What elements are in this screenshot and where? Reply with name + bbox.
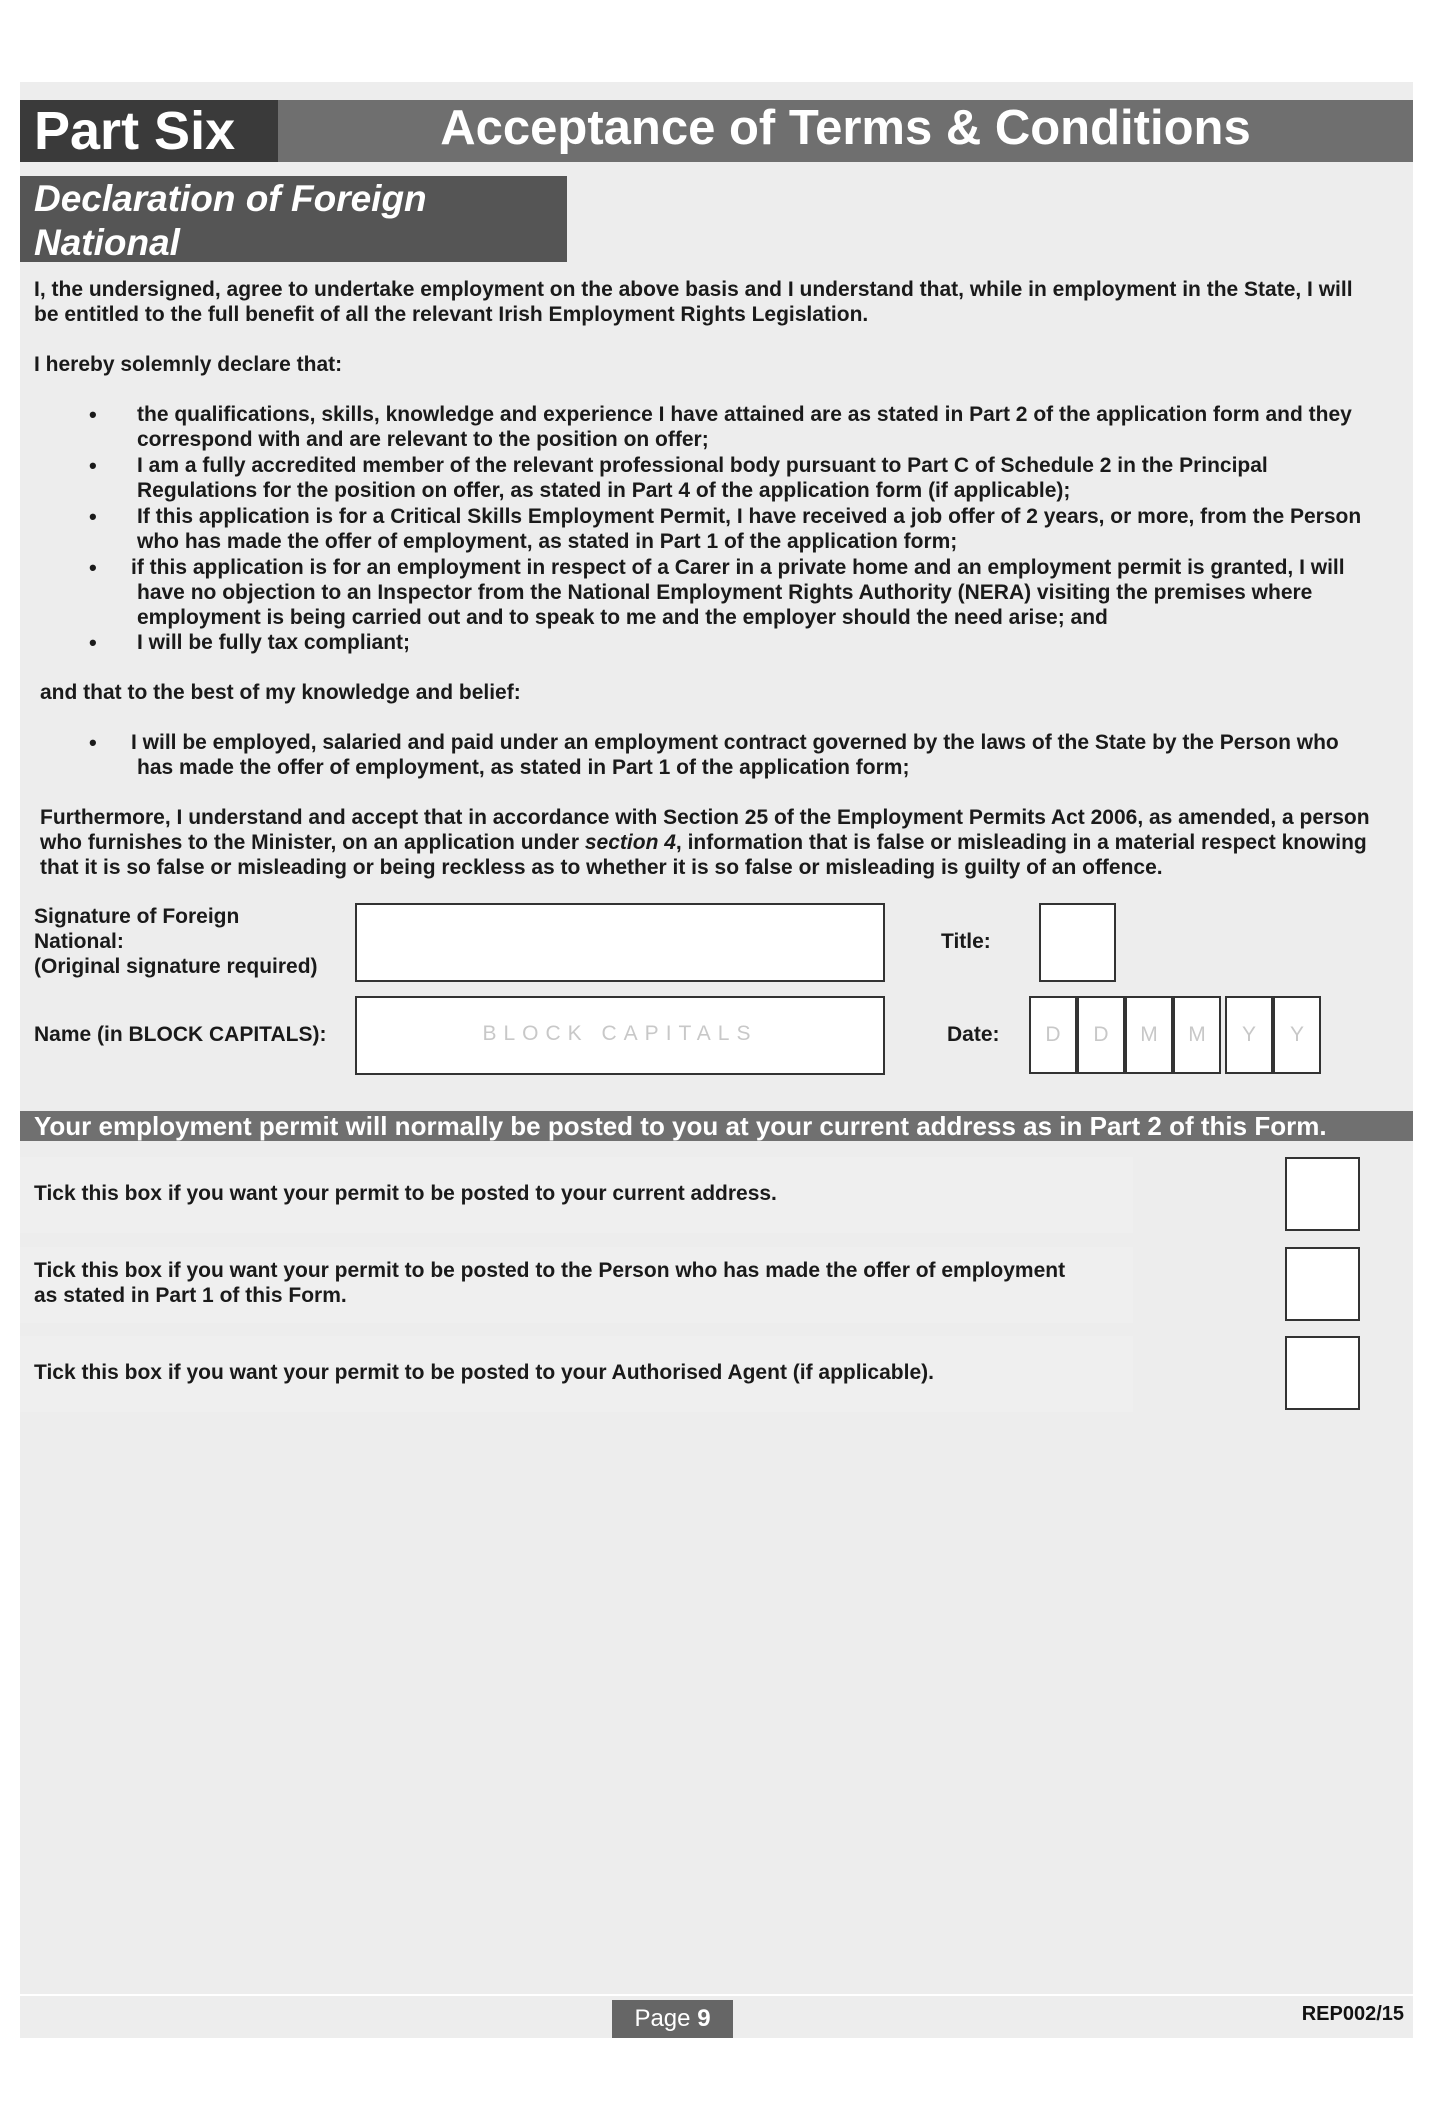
list-item-line: I will be employed, salaried and paid under an employment contract governed by the laws of the State by the Person who (131, 731, 1339, 754)
section-reference: section 4 (584, 831, 676, 854)
offence-paragraph (40, 805, 1410, 880)
signature-field[interactable] (355, 903, 885, 982)
list-item-line: correspond with and are relevant to the position on offer; (137, 428, 709, 451)
form-code: REP002/15 (1301, 2003, 1404, 2025)
tick-option-label (34, 1181, 777, 1206)
signature-label-line: Signature of Foreign (34, 905, 240, 928)
tick-option-line: Tick this box if you want your permit to be posted to your current address. (34, 1182, 777, 1205)
tick-option-line: as stated in Part 1 of this Form. (34, 1284, 347, 1307)
offence-line-2-start: who furnishes to the Minister, on an application under (40, 831, 585, 854)
date-day-2-field[interactable]: D (1077, 996, 1125, 1074)
list-item-line: employment is being carried out and to speak to me and the employer should the need arise; and (137, 606, 1108, 629)
part-label: Part Six (34, 101, 236, 161)
post-to-employer-checkbox[interactable] (1285, 1247, 1360, 1321)
title-field[interactable] (1039, 903, 1116, 982)
tick-option-label (34, 1360, 934, 1385)
list-item-line: the qualifications, skills, knowledge and experience I have attained are as stated in Part 2 of the application form and they (137, 403, 1352, 426)
date-year-1-field[interactable]: Y (1225, 996, 1273, 1074)
offence-line-2-end: , information that is false or misleading in a material respect knowing (675, 831, 1367, 854)
list-item-line: who has made the offer of employment, as stated in Part 1 of the application form; (137, 530, 958, 553)
intro-line-1: I, the undersigned, agree to undertake employment on the above basis and I understand that, while in employment in the State, I will (34, 278, 1353, 301)
name-label: Name (in BLOCK CAPITALS): (34, 1023, 327, 1046)
date-month-1-field[interactable]: M (1125, 996, 1173, 1074)
declaration-subheader (20, 176, 567, 262)
date-label: Date: (947, 1023, 1000, 1046)
posting-info-banner: Your employment permit will normally be posted to you at your current address as in Part 2 of this Form. (20, 1111, 1413, 1141)
list-item (89, 453, 1409, 504)
list-item (89, 504, 1409, 555)
intro-paragraph (34, 277, 1404, 327)
offence-line-2 (40, 830, 1410, 855)
date-year-2-field[interactable]: Y (1273, 996, 1321, 1074)
page-number: 9 (697, 2005, 711, 2032)
title-label: Title: (941, 930, 991, 953)
offence-line-3: that it is so false or misleading or being reckless as to whether it is so false or misleading is guilty of an offence. (40, 856, 1163, 879)
list-item-line: have no objection to an Inspector from the National Employment Rights Authority (NERA) visiting the premises where (137, 581, 1313, 604)
date-month-2-field[interactable]: M (1173, 996, 1221, 1074)
bullet-icon: • (89, 555, 97, 580)
list-item-line: I am a fully accredited member of the relevant professional body pursuant to Part C of Schedule 2 in the Principal (137, 454, 1268, 477)
belief-list (89, 730, 1409, 780)
offence-line-1: Furthermore, I understand and accept that in accordance with Section 25 of the Employment Permits Act 2006, as amended, a person (40, 806, 1370, 829)
signature-label (34, 904, 318, 979)
tick-option-label (34, 1258, 1065, 1308)
list-item (89, 730, 1409, 780)
date-day-1-field[interactable]: D (1029, 996, 1077, 1074)
bullet-icon: • (89, 630, 97, 655)
list-item-line: if this application is for an employment in respect of a Carer in a private home and an employment permit is granted, I will (131, 556, 1345, 579)
subheader-line-1: Declaration of Foreign (34, 178, 427, 219)
subheader-line-2: National (34, 222, 180, 263)
declarations-list (89, 402, 1409, 656)
list-item-line: Regulations for the position on offer, as stated in Part 4 of the application form (if applicable); (137, 479, 1071, 502)
declare-heading: I hereby solemnly declare that: (34, 353, 343, 376)
list-item (89, 402, 1409, 453)
list-item-line: If this application is for a Critical Skills Employment Permit, I have received a job offer of 2 years, or more, from the Person (137, 505, 1362, 528)
bullet-icon: • (89, 402, 97, 427)
bullet-icon: • (89, 504, 97, 529)
name-field-placeholder: BLOCK CAPITALS (482, 1022, 758, 1045)
signature-label-line: (Original signature required) (34, 955, 318, 978)
post-to-current-address-checkbox[interactable] (1285, 1157, 1360, 1231)
list-item-line: has made the offer of employment, as stated in Part 1 of the application form; (137, 756, 910, 779)
tick-option-line: Tick this box if you want your permit to be posted to the Person who has made the offer of employment (34, 1259, 1066, 1282)
page-number-badge (612, 2000, 733, 2038)
list-item (89, 630, 1409, 656)
tick-option-line: Tick this box if you want your permit to be posted to your Authorised Agent (if applicable). (34, 1361, 934, 1384)
bullet-icon: • (89, 730, 97, 755)
belief-heading: and that to the best of my knowledge and belief: (40, 681, 521, 704)
post-to-agent-checkbox[interactable] (1285, 1336, 1360, 1410)
list-item-line: I will be fully tax compliant; (137, 631, 411, 654)
section-title: Acceptance of Terms & Conditions (440, 101, 1251, 155)
page-word: Page (634, 2005, 691, 2032)
bullet-icon: • (89, 453, 97, 478)
intro-line-2: be entitled to the full benefit of all the relevant Irish Employment Rights Legislation. (34, 303, 869, 326)
signature-label-line: National: (34, 930, 124, 953)
list-item (89, 555, 1409, 630)
